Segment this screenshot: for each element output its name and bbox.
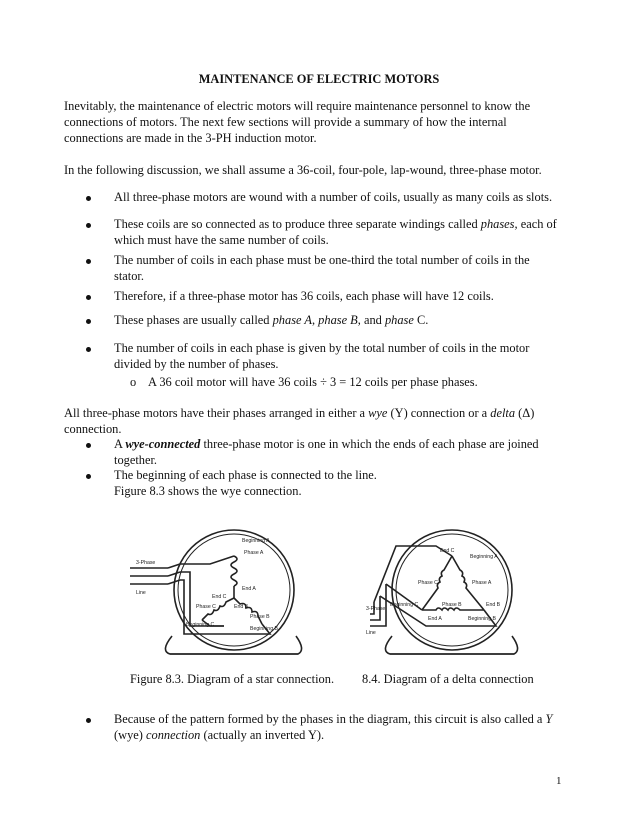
label-end-b: End B xyxy=(234,604,249,610)
intro-line-1: Inevitably, the maintenance of electric motors will require maintenance personnel to know the xyxy=(64,99,531,113)
star-connection-diagram xyxy=(130,526,320,661)
page-title: MAINTENANCE OF ELECTRIC MOTORS xyxy=(198,72,440,86)
label-beginning-b: Beginning B xyxy=(250,626,278,632)
label-beginning-a: Beginning A xyxy=(470,554,498,560)
label-phase-b: Phase B xyxy=(250,614,270,620)
bullet-dot-icon xyxy=(86,319,91,324)
label-end-c: End C xyxy=(212,594,227,600)
bullet-dot-icon xyxy=(86,474,91,479)
label-beginning-c: Beginning C xyxy=(186,622,215,628)
label-supply: 3-Phase xyxy=(366,606,386,612)
label-beginning-a: Beginning A xyxy=(242,538,270,544)
bullet-text: The number of coils in each phase must be one-third the total number of coils in the stator. xyxy=(114,253,530,283)
bullet-dot-icon xyxy=(86,295,91,300)
label-end-a: End A xyxy=(242,586,256,592)
connection-paragraph: All three-phase motors have their phases arranged in either a wye (Y) connection or a delta (Δ) connection. xyxy=(64,406,535,436)
label-phase-b: Phase B xyxy=(442,602,462,608)
label-beginning-c: Beginning C xyxy=(390,602,419,608)
sub-bullet-text: A 36 coil motor will have 36 coils ÷ 3 = 12 coils per phase phases. xyxy=(148,375,478,389)
label-phase-a: Phase A xyxy=(472,580,492,586)
delta-connection-diagram xyxy=(366,526,526,661)
label-supply: 3-Phase xyxy=(136,560,156,566)
bullet-dot-icon xyxy=(86,196,91,201)
label-line: Line xyxy=(136,590,146,596)
label-end-b: End B xyxy=(486,602,501,608)
label-line: Line xyxy=(366,630,376,636)
caption-star: Figure 8.3. Diagram of a star connection. xyxy=(130,672,335,686)
label-beginning-b: Beginning B xyxy=(468,616,496,622)
bullet-text: Because of the pattern formed by the phases in the diagram, this circuit is also called a Y (wye) connection (actually an inverted Y). xyxy=(114,712,553,742)
bullet-dot-icon xyxy=(86,443,91,448)
bullet-dot-icon xyxy=(86,718,91,723)
intro-line-2: connections of motors. The next few sections will provide a summary of how the internal xyxy=(64,115,507,129)
label-end-a: End A xyxy=(428,616,442,622)
bullet-text: All three-phase motors are wound with a number of coils, usually as many coils as slots. xyxy=(114,190,553,204)
intro-line-3: connections are made in the 3-PH induction motor. xyxy=(64,131,317,145)
bullet-text: The number of coils in each phase is given by the total number of coils in the motor divided by the number of phases. xyxy=(114,341,530,371)
page-number: 1 xyxy=(556,775,562,787)
bullet-dot-icon xyxy=(86,347,91,352)
bullet-text: These coils are so connected as to produce three separate windings called phases, each of which must have the same number of coils. xyxy=(114,217,557,247)
bullet-text: The beginning of each phase is connected to the line. Figure 8.3 shows the wye connection. xyxy=(114,468,377,498)
assumption-paragraph: In the following discussion, we shall assume a 36-coil, four-pole, lap-wound, three-phase motor. xyxy=(64,163,542,177)
bullet-text: A wye-connected three-phase motor is one in which the ends of each phase are joined together. xyxy=(114,437,539,467)
bullet-dot-icon xyxy=(86,223,91,228)
bullet-text: These phases are usually called phase A, phase B, and phase C. xyxy=(114,313,429,327)
label-phase-c: Phase C xyxy=(196,604,216,610)
caption-delta: 8.4. Diagram of a delta connection xyxy=(362,672,534,686)
bullet-text: Therefore, if a three-phase motor has 36 coils, each phase will have 12 coils. xyxy=(114,289,494,303)
label-end-c: End C xyxy=(440,548,455,554)
label-phase-c: Phase C xyxy=(418,580,438,586)
bullet-dot-icon xyxy=(86,259,91,264)
label-phase-a: Phase A xyxy=(244,550,264,556)
sub-bullet-marker: o xyxy=(130,375,137,389)
